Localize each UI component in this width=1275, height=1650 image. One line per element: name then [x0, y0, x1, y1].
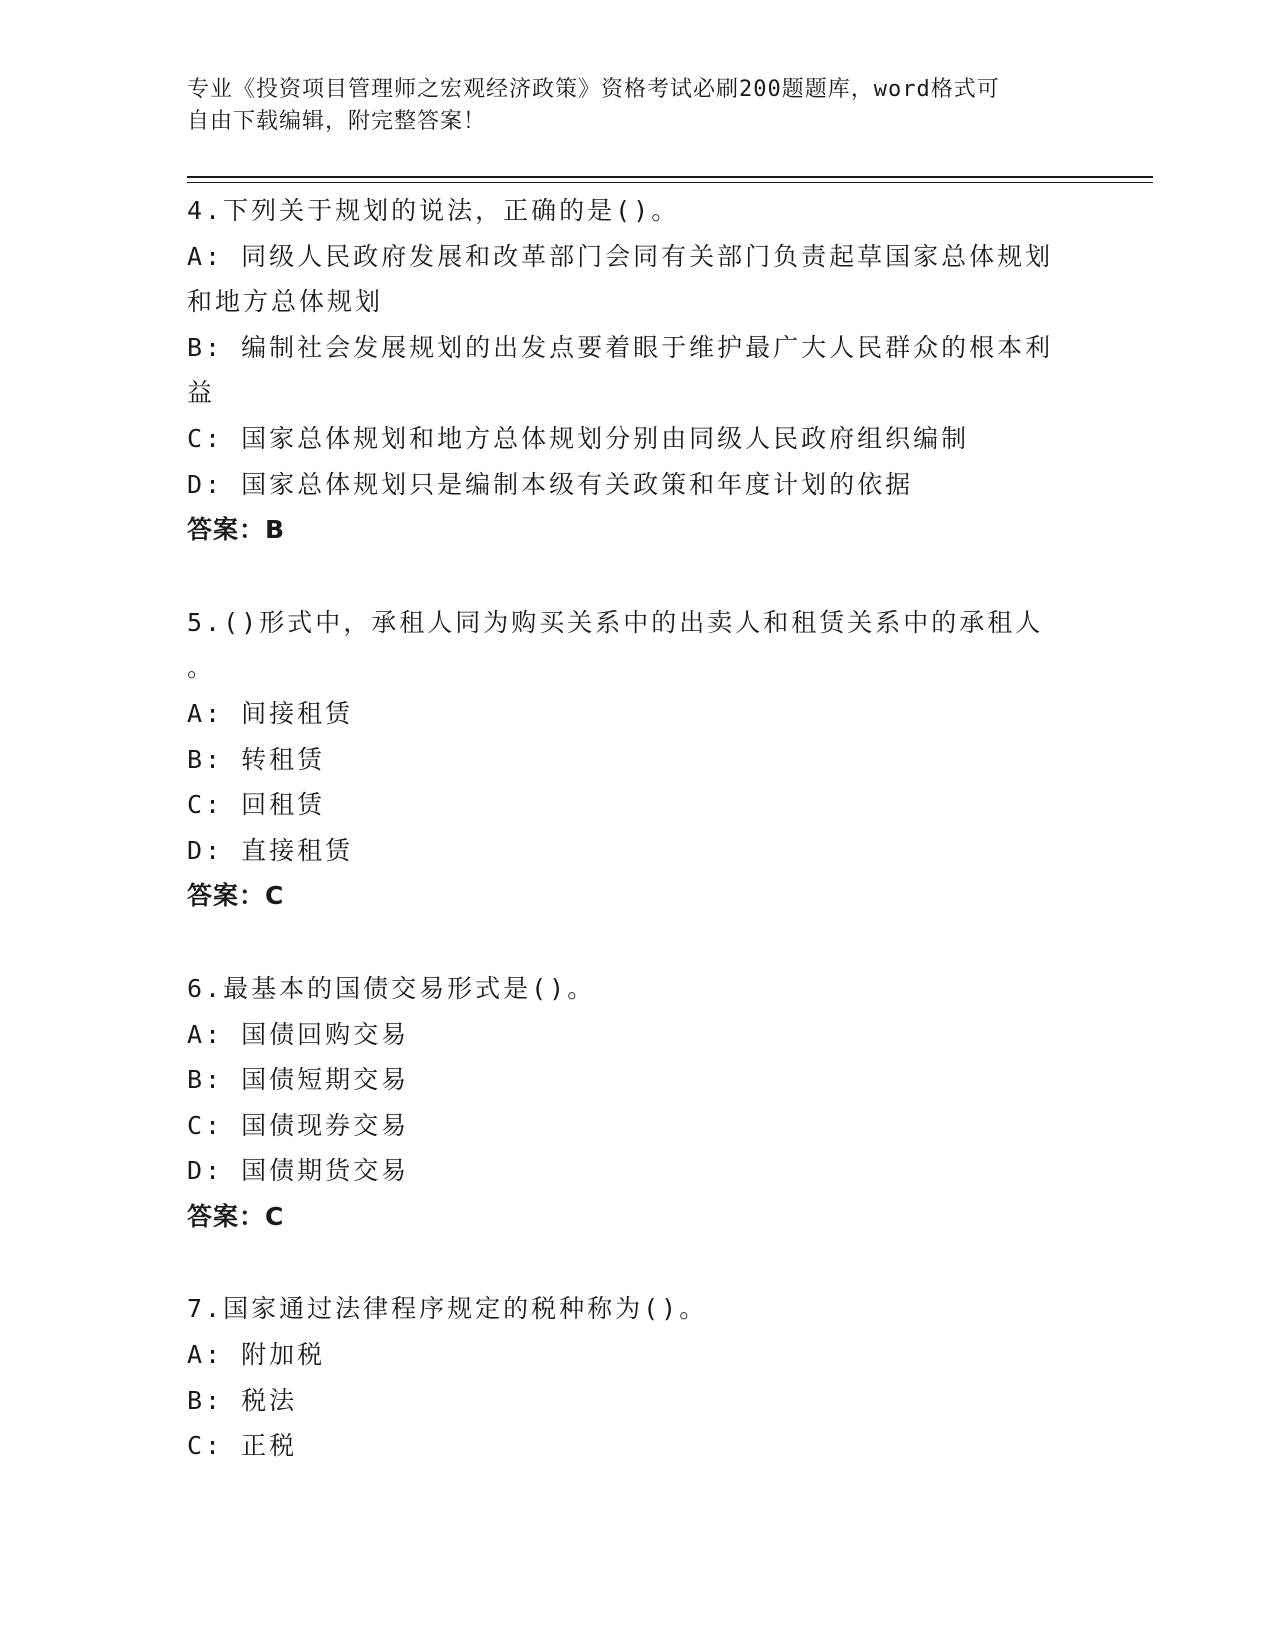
question-option: A: 国债回购交易	[187, 1019, 410, 1049]
answer-label: 答案：B	[187, 515, 286, 545]
question-item	[187, 1286, 1067, 1468]
question-option: A: 附加税	[187, 1340, 326, 1370]
header-rule-thick	[187, 176, 1153, 178]
question-option: D: 国债期货交易	[187, 1156, 410, 1186]
question-option: A: 同级人民政府发展和改革部门会同有关部门负责起草国家总体规划	[187, 241, 1054, 271]
question-option: D: 国家总体规划只是编制本级有关政策和年度计划的依据	[187, 469, 914, 499]
question-item	[187, 600, 1067, 919]
document-header	[187, 74, 1087, 138]
question-item	[187, 966, 1067, 1240]
question-option: B: 编制社会发展规划的出发点要着眼于维护最广大人民群众的根本利	[187, 332, 1054, 362]
answer-label: 答案：C	[187, 881, 285, 911]
question-stem: 5.()形式中，承租人同为购买关系中的出卖人和租赁关系中的承租人	[187, 607, 1044, 637]
question-option: C: 正税	[187, 1431, 298, 1461]
question-stem: 4.下列关于规划的说法，正确的是()。	[187, 196, 680, 225]
question-stem: 7.国家通过法律程序规定的税种称为()。	[187, 1294, 708, 1324]
question-item	[187, 188, 1067, 553]
question-option: A: 间接租赁	[187, 698, 354, 728]
question-option: B: 国债短期交易	[187, 1065, 410, 1095]
header-line-2: 自由下载编辑，附完整答案！	[187, 109, 487, 134]
question-option: C: 国债现券交易	[187, 1110, 410, 1140]
question-option: 和地方总体规划	[187, 287, 384, 317]
header-line-1: 专业《投资项目管理师之宏观经济政策》资格考试必刷200题题库，word格式可	[187, 77, 1000, 102]
question-stem: 6.最基本的国债交易形式是()。	[187, 973, 596, 1003]
question-option: 益	[187, 378, 216, 408]
question-list	[187, 188, 1067, 1516]
question-stem: 。	[187, 653, 216, 683]
question-option: C: 国家总体规划和地方总体规划分别由同级人民政府组织编制	[187, 423, 970, 453]
question-option: B: 税法	[187, 1385, 298, 1415]
question-option: D: 直接租赁	[187, 835, 354, 865]
question-option: B: 转租赁	[187, 744, 326, 774]
header-rule-thin	[187, 182, 1153, 183]
question-option: C: 回租赁	[187, 790, 326, 820]
answer-label: 答案：C	[187, 1201, 285, 1231]
